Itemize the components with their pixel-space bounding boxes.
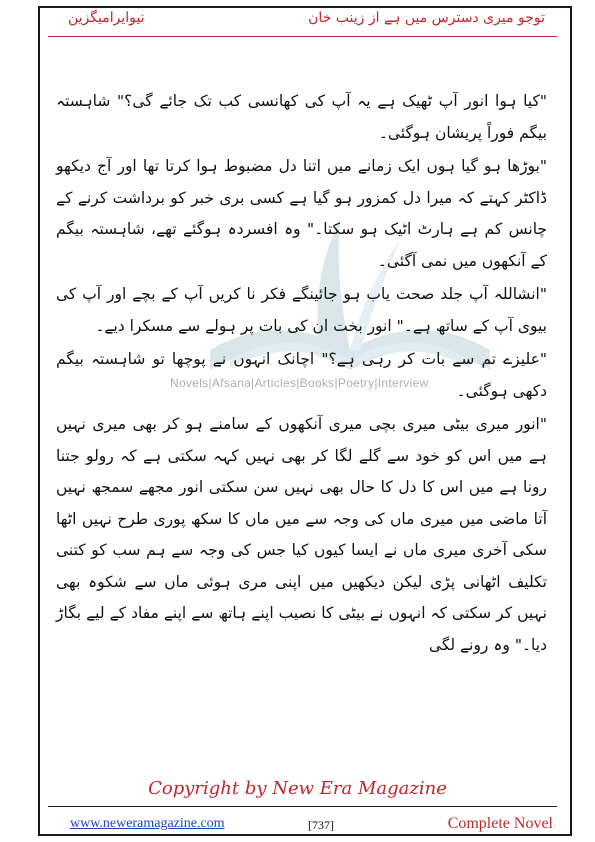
copyright-notice: Copyright by New Era Magazine (148, 778, 447, 799)
page-number: [737] (308, 818, 334, 832)
story-body (56, 86, 547, 663)
footer-divider (48, 806, 557, 807)
paragraph: "بوڑھا ہو گیا ہوں ایک زمانے میں اتنا دل مضبوط ہوا کرتا تھا اور آج دیکھو ڈاکٹر کہتے کہ میرا دل کمزور ہو گیا ہے کسی بری خبر کو برداشت کرنے کے چانس کم ہے ہارٹ اٹیک ہو سکتا۔" وہ افسردہ ہوگئے تھے، شاہستہ بیگم کے آنکھوں میں نمی آگئی۔ (56, 157, 547, 270)
website-link[interactable]: www.neweramagazine.com (70, 816, 225, 831)
paragraph: "علیزے تم سے بات کر رہی ہے؟" اچانک انہوں نے پوچھا تو شاہستہ بیگم دکھی ہوگئی۔ (56, 350, 547, 400)
magazine-name: نیوایرامیگزین (68, 10, 145, 26)
paragraph: "انور میری بیٹی میری بچی میری آنکھوں کے سامنے ہو کر بھی میری نہیں ہے میں اس کو خود سے گلے لگا کر بھی نہیں کہہ سکتی ہے کہ رولو جتنا رونا ہے میں اس کا دل کا حال بھی نہیں سن سکتی انور مجھے سمجھ نہیں آتا ماضی میں میری ماں کی وجہ سے میں ماں کا سکھ پوری طرح نہیں اٹھا سکی آخری میری ماں نے ایسا کیوں کیا جس کی وجہ سے ہم سب کو کتنی تکلیف اٹھانی پڑی لیکن دیکھیں میں اپنی مری ہوئی ماں سے شکوہ بھی نہیں کر سکتی کہ انہوں نے بیٹی کا نصیب اپنے ہاتھ سے اپنے مفاد کے لیے بگاڑ دیا۔" وہ رونے لگی (56, 415, 547, 654)
novel-type-label: Complete Novel (447, 815, 553, 832)
paragraph: "کیا ہوا انور آپ ٹھیک ہے یہ آپ کی کھانسی کب تک جائے گی؟" شاہستہ بیگم فوراً پریشان ہوگئی۔ (56, 92, 547, 142)
story-title: توجو میری دسترس میں ہے از زینب خان (308, 10, 545, 26)
paragraph: "انشاللہ آپ جلد صحت یاب ہو جائینگے فکر نا کریں آپ کے بچے اور آپ کی بیوی آپ کے ساتھ ہے۔" انور بخت ان کی بات پر ہولے سے مسکرا دیے۔ (56, 285, 547, 335)
header-divider (48, 36, 557, 37)
page-header (48, 10, 565, 36)
watermark-tagline: Novels|Afsana|Articles|Books|Poetry|Interview (170, 376, 429, 390)
